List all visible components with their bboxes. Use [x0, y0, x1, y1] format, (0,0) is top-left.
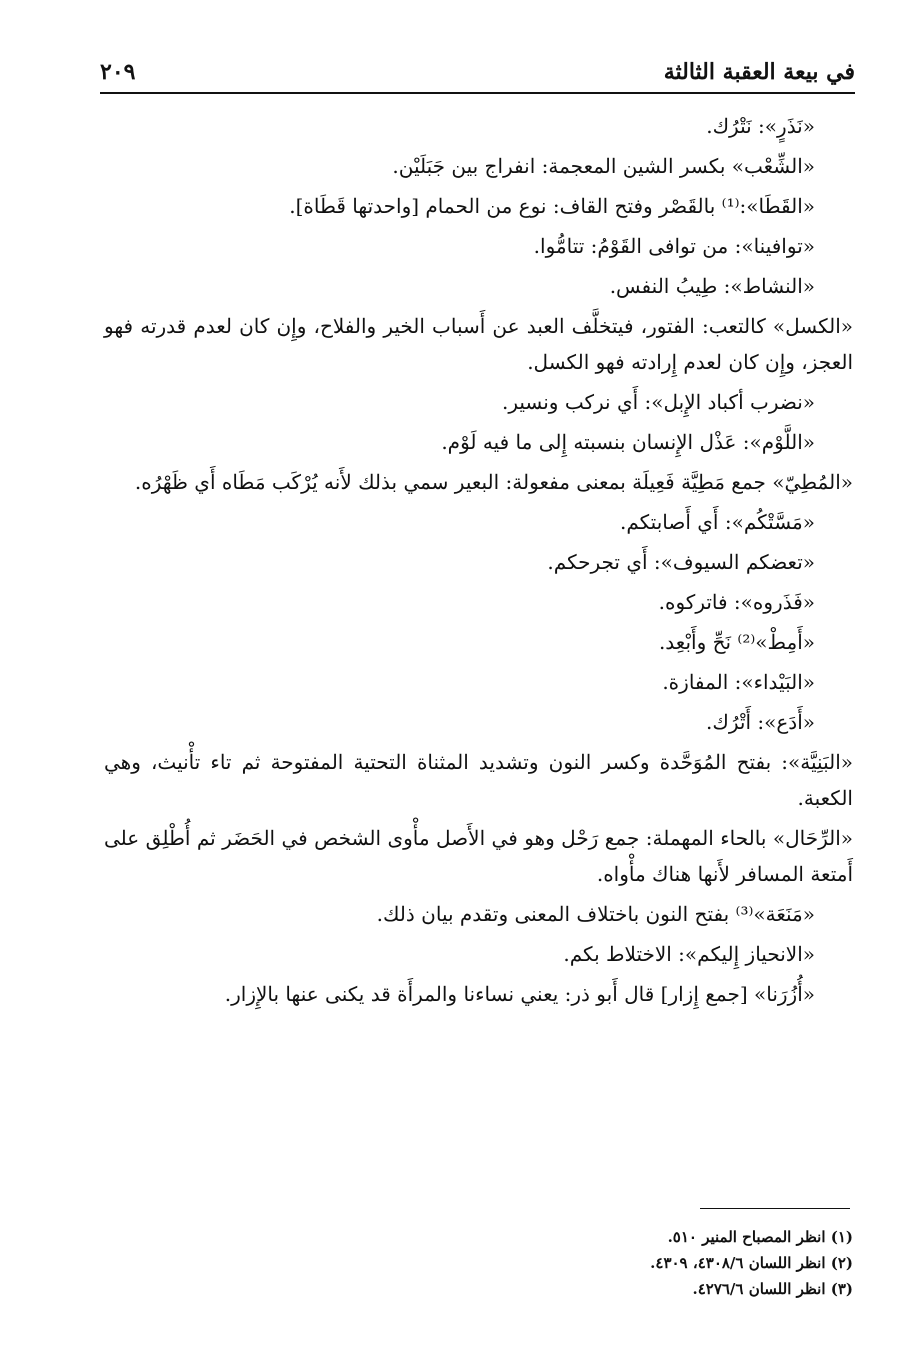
glossary-entry: «البَيْداء»: المفازة.: [662, 670, 815, 694]
glossary-entry: «المُطِيّ» جمع مَطِيَّة فَعِيلَة بمعنى مفعولة: البعير سمي بذلك لأَنه يُرْكَب مَطَاه أَي ظَهْرُه.: [134, 470, 853, 494]
glossary-entry: «مَسَّتْكُم»: أَي أَصابتكم.: [619, 510, 815, 534]
glossary-entry: «مَنَعَة»⁽³⁾ بفتح النون باختلاف المعنى وتقدم بيان ذلك.: [376, 902, 815, 926]
footnote-divider: [700, 1208, 850, 1209]
glossary-entry: «أَمِطْ»⁽²⁾ نَحِّ وأَبْعِد.: [658, 630, 815, 654]
glossary-entry: «اللَّوْم»: عَذْل الإِنسان بنسبته إِلى ما فيه لَوْم.: [441, 430, 815, 454]
footnote: (١) انظر المصباح المنير ٥١٠.: [667, 1228, 853, 1246]
running-title: في بيعة العقبة الثالثة: [663, 59, 855, 85]
glossary-entry: «الرِّحَال» بالحاء المهملة: جمع رَحْل وهو في الأَصل مأْوى الشخص في الحَضَر ثم أُطْلِق على أَمتعة المسافر لأَنها هناك مأْواه.: [104, 826, 853, 886]
glossary-entry: «البَنِيَّة»: بفتح المُوَحَّدة وكسر النون وتشديد المثناة التحتية المفتوحة ثم تاء تأْنيث، وهي الكعبة.: [104, 750, 853, 810]
glossary-entry: «فَذَروه»: فاتركوه.: [658, 590, 815, 614]
page-number: ٢٠٩: [100, 59, 136, 85]
glossary-entry: «تعضكم السيوف»: أَي تجرحكم.: [547, 550, 815, 574]
glossary-entry: «نَذَرٍ»: نَتْرُك.: [706, 114, 815, 138]
header-divider: [100, 92, 855, 94]
footnotes: [104, 1224, 853, 1302]
glossary-entry: «القَطَا»:⁽¹⁾ بالقَصْر وفتح القاف: نوع من الحمام [واحدتها قَطَاة].: [289, 194, 815, 218]
page-header: [100, 52, 855, 92]
glossary-entry: «أُزُرَنا» [جمع إِزار] قال أَبو ذر: يعني نساءنا والمرأَة قد يكنى عنها بالإِزار.: [224, 982, 815, 1006]
glossary-entry: «توافينا»: من توافى القَوْمُ: تتامُّوا.: [533, 234, 815, 258]
glossary-entry: «الكسل» كالتعب: الفتور، فيتخلَّف العبد عن أَسباب الخير والفلاح، وإِن كان لعدم قدرته فهو العجز، وإِن كان لعدم إِرادته فهو الكسل.: [104, 314, 853, 374]
footnote: (٢) انظر اللسان ٤٣٠٨/٦، ٤٣٠٩.: [650, 1254, 853, 1272]
glossary-entry: «أَدَع»: أَتْرُك.: [706, 710, 815, 734]
glossary-entry: «نضرب أكباد الإِبل»: أَي نركب ونسير.: [501, 390, 815, 414]
glossary-entry: «الشِّعْب» بكسر الشين المعجمة: انفراج بين جَبَلَيْن.: [392, 154, 815, 178]
footnote: (٣) انظر اللسان ٤٢٧٦/٦.: [692, 1280, 853, 1298]
glossary-body: [104, 108, 853, 1016]
glossary-entry: «النشاط»: طِيبُ النفس.: [609, 274, 815, 298]
glossary-entry: «الانحياز إِليكم»: الاختلاط بكم.: [563, 942, 815, 966]
